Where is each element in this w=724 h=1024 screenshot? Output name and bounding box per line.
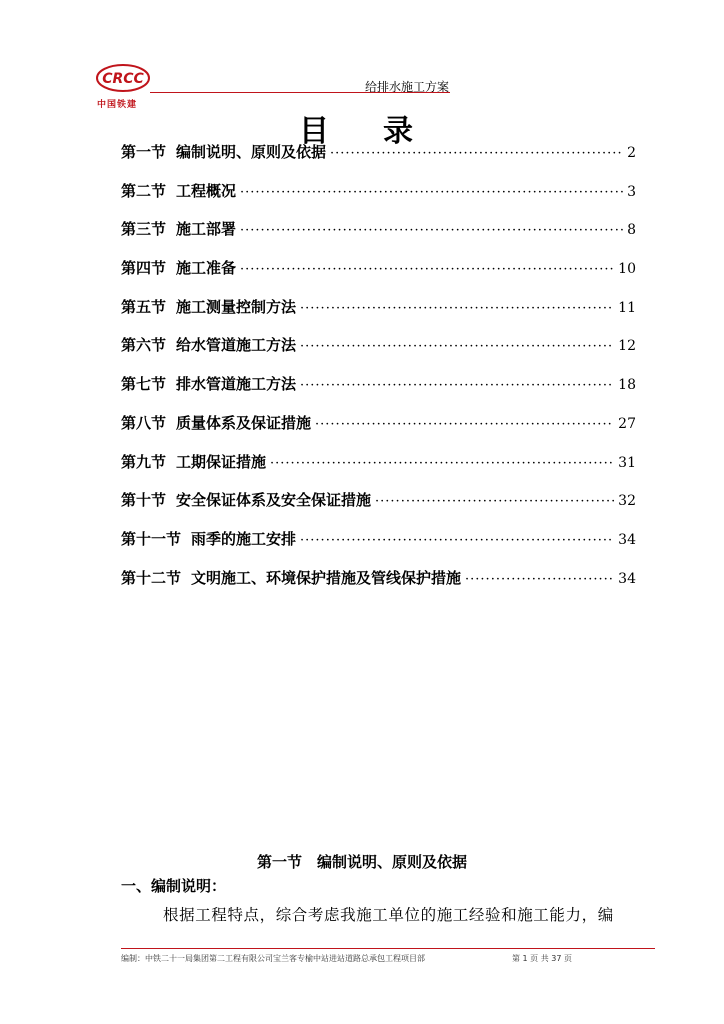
toc-leader-dots <box>465 572 614 587</box>
toc-entry-label: 施工部署 <box>176 220 237 239</box>
toc-entry-label: 质量体系及保证措施 <box>176 413 312 432</box>
toc-leader-dots <box>240 185 623 200</box>
toc-entry-label: 编制说明、原则及依据 <box>176 143 327 161</box>
toc-entry[interactable] <box>121 334 636 373</box>
toc-entry-number: 第十一节 <box>121 529 182 548</box>
toc-entry-page: 3 <box>627 183 636 200</box>
toc-entry-number: 第八节 <box>121 413 167 432</box>
toc-leader-dots <box>240 262 614 277</box>
toc-entry[interactable] <box>121 218 636 257</box>
toc-title: 目 录 <box>299 114 425 149</box>
toc-entry-page: 8 <box>627 222 636 239</box>
toc-entry[interactable] <box>121 412 636 451</box>
toc-entry-page: 32 <box>618 493 636 510</box>
toc-leader-dots <box>240 223 623 238</box>
toc-entry[interactable] <box>121 528 636 567</box>
toc-entry-label: 给水管道施工方法 <box>176 336 297 355</box>
toc-entry-number: 第四节 <box>121 259 167 278</box>
toc-entry-label: 施工准备 <box>176 259 237 278</box>
logo-caption: 中国铁建 <box>97 100 138 110</box>
logo-text: CRCC <box>102 71 144 87</box>
toc-leader-dots <box>270 456 614 471</box>
header-divider <box>150 92 450 93</box>
toc-entry-page: 2 <box>627 145 636 161</box>
toc-entry-page: 34 <box>618 570 636 587</box>
toc-entry-label: 安全保证体系及安全保证措施 <box>176 491 372 510</box>
footer-organization: 编制：中铁二十一局集团第二工程有限公司宝兰客专榆中站进站道路总承包工程项目部 <box>121 954 425 963</box>
toc-entry-label: 施工测量控制方法 <box>176 297 297 316</box>
toc-entry-page: 11 <box>618 299 636 316</box>
toc-entry-number: 第七节 <box>121 375 167 394</box>
toc-entry[interactable] <box>121 296 636 335</box>
toc-entry-page: 18 <box>618 377 636 394</box>
toc-entry-label: 排水管道施工方法 <box>176 375 297 394</box>
section-title: 第一节 编制说明、原则及依据 <box>256 853 467 871</box>
toc-entry[interactable] <box>121 373 636 412</box>
toc-entry-number: 第十节 <box>121 491 167 510</box>
toc-entry[interactable] <box>121 451 636 490</box>
toc-entry-label: 雨季的施工安排 <box>191 529 297 548</box>
toc-entry-label: 工程概况 <box>176 181 237 200</box>
toc-leader-dots <box>315 417 614 432</box>
toc-entry-label: 文明施工、环境保护措施及管线保护措施 <box>191 568 462 587</box>
toc-entry-label: 工期保证措施 <box>176 452 267 471</box>
toc-entry-number: 第五节 <box>121 297 167 316</box>
toc-entry-page: 34 <box>618 531 636 548</box>
toc-entry-page: 10 <box>618 261 636 278</box>
toc-entry[interactable] <box>121 567 636 606</box>
document-title-header: 给排水施工方案 <box>365 80 450 94</box>
toc-entry[interactable] <box>121 257 636 296</box>
toc-entry-number: 第十二节 <box>121 568 182 587</box>
toc-entry-number: 第二节 <box>121 181 167 200</box>
toc-leader-dots <box>375 494 614 509</box>
toc-entry-number: 第九节 <box>121 452 167 471</box>
sub-heading: 一、编制说明： <box>121 877 227 895</box>
toc-entry-page: 31 <box>618 454 636 471</box>
table-of-contents <box>121 141 636 605</box>
toc-leader-dots <box>330 146 623 161</box>
toc-entry-page: 12 <box>618 338 636 355</box>
toc-leader-dots <box>300 533 614 548</box>
toc-entry[interactable] <box>121 141 636 180</box>
toc-leader-dots <box>300 378 614 393</box>
toc-entry-number: 第六节 <box>121 336 167 355</box>
footer-divider <box>121 948 655 949</box>
toc-entry-number: 第一节 <box>121 143 167 161</box>
toc-entry-number: 第三节 <box>121 220 167 239</box>
toc-leader-dots <box>300 339 614 354</box>
toc-entry[interactable] <box>121 489 636 528</box>
body-paragraph: 根据工程特点，综合考虑我施工单位的施工经验和施工能力，编 <box>163 906 614 924</box>
toc-entry[interactable] <box>121 180 636 219</box>
footer-page-number: 第 1 页 共 37 页 <box>512 954 572 963</box>
toc-entry-page: 27 <box>618 415 636 432</box>
toc-leader-dots <box>300 301 614 316</box>
